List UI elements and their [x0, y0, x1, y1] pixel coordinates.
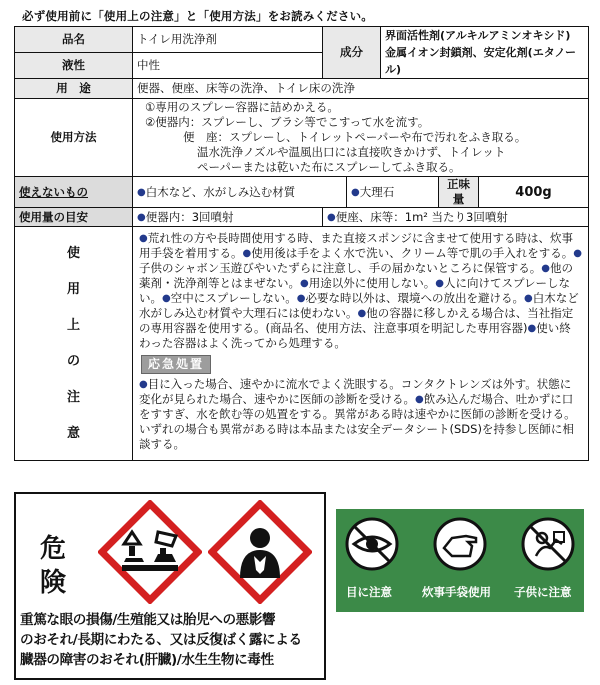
net-value: 400g [479, 177, 589, 208]
eye-caution-label: 目に注意 [346, 585, 392, 599]
glove-icon [432, 516, 488, 572]
liquid-value: 中性 [133, 53, 323, 79]
hazard-statements: 重篤な眼の損傷/生殖能又は胎児への悪影響 のおそれ/長期にわたる、又は反復ばく露による 臓器の障害のおそれ(肝臓)/水生生物に毒性 [20, 612, 302, 668]
health-hazard-pictogram-icon [208, 500, 312, 604]
caution-pictogram-panel [336, 509, 584, 612]
use-value: 便器、便座、床等の洗浄、トイレ床の洗浄 [133, 79, 589, 99]
guide-item-1: ●便器内：3回噴射 [133, 208, 323, 227]
net-label: 正味量 [439, 177, 479, 208]
use-label: 用 途 [15, 79, 133, 99]
liquid-label: 液性 [15, 53, 133, 79]
name-value: トイレ用洗浄剤 [133, 27, 323, 53]
glove-label: 炊事手袋使用 [422, 585, 491, 599]
child-caution-icon [520, 516, 576, 572]
name-label: 品名 [15, 27, 133, 53]
emergency-title: 応急処置 [141, 355, 211, 374]
unusable-item-2: ●大理石 [347, 177, 439, 208]
caution-side-label: 使 用 上 の 注 意 [15, 227, 133, 461]
bullet-icon: ● [137, 211, 146, 223]
emergency-note: いずれの場合も異常がある時は本品または安全データシート(SDS)を持参し医師に相談する。 [139, 422, 574, 451]
composition-label: 成分 [323, 27, 381, 79]
hazard-panel [14, 492, 326, 680]
guide-label: 使用量の目安 [15, 208, 133, 227]
method-label: 使用方法 [15, 99, 133, 177]
bullet-icon: ● [351, 186, 360, 198]
method-value: ①専用のスプレー容器に詰めかえる。 ②便器内：スプレーし、ブラシ等でこすって水を流す。 便 座：スプレーし、トイレットペーパーや布で汚れをふき取る。 温水洗浄ノズルや温風出口には直接吹きかけず、トイレット ペーパーまたは乾いた布にスプレーしてふき取る。 [133, 99, 589, 177]
unusable-label: 使えないもの [15, 177, 133, 208]
bullet-icon: ● [327, 211, 336, 223]
unusable-item-1: ●白木など、水がしみ込む材質 [133, 177, 347, 208]
intro-notice: 必ず使用前に「使用上の注意」と「使用方法」をお読みください。 [22, 9, 373, 23]
child-caution-label: 子供に注意 [514, 585, 572, 599]
emergency-list: ●目に入った場合、速やかに流水でよく洗眼する。コンタクトレンズは外す。状態に変化が見られた場合、速やかに医師の診断を受ける。●飲み込んだ場合、吐かずに口をすすぎ、水を飲む等の処置をする。異常がある時は速やかに医師の診断を受ける。 [139, 377, 576, 421]
spec-table [14, 26, 589, 461]
bullet-icon: ● [137, 186, 146, 198]
caution-list: ●荒れ性の方や長時間使用する時、また直接スポンジに含ませて使用する時は、炊事用手袋を着用する。●使用後は手をよく水で洗い、クリーム等で肌の手入れをする。●子供のシャボン玉遊びやいたずらに注意し、手の届かないところに保管する。●他の薬剤・洗浄剤等とはまぜない。●用途以外に使用しない。●人に向けてスプレーしない。●空中にスプレーしない。●必要な時以外は、環境への放出を避ける。●白木など水がしみ込む材質や大理石には使わない。●他の容器に移しかえる場合は、当社指定の専用容器を使用する。(商品名、使用方法、注意事項を明記した専用容器)●使い終わった容器はよく洗ってから処理する。 [139, 231, 582, 350]
eye-caution-icon [344, 516, 400, 572]
corrosion-pictogram-icon [98, 500, 202, 604]
guide-item-2: ●便座、床等：1m² 当たり3回噴射 [323, 208, 589, 227]
signal-word: 危 険 [39, 534, 66, 598]
caution-body [133, 227, 589, 461]
composition-value: 界面活性剤(アルキルアミンオキシド) 金属イオン封鎖剤、安定化剤(エタノール) [381, 27, 589, 79]
